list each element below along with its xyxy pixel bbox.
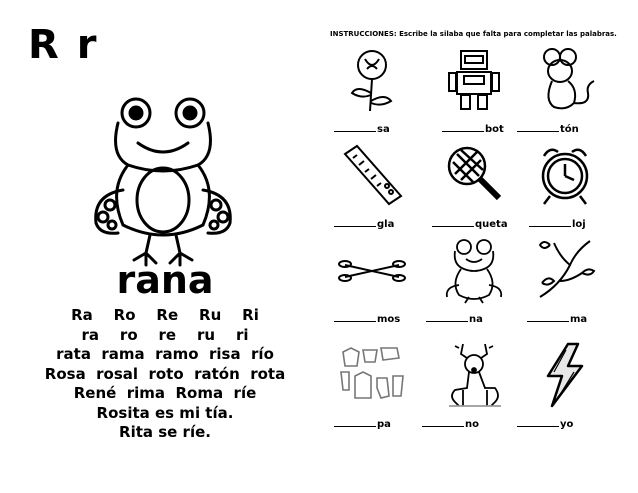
exercise-item: [424, 235, 524, 340]
page-title: R r: [28, 22, 99, 68]
exercise-item: [322, 235, 422, 340]
exercise-item: [322, 340, 422, 445]
alarm-clock-icon: [530, 140, 600, 210]
exercise-item: [322, 140, 422, 245]
reading-line: Rosa rosal roto ratón rota: [44, 364, 286, 383]
answer-blank[interactable]: [527, 313, 569, 322]
reading-line: rata rama ramo risa río: [56, 345, 274, 363]
word-suffix: no: [465, 419, 479, 430]
word-suffix: tón: [560, 124, 579, 135]
syllable-reading-lines: [0, 306, 330, 443]
exercise-item: [322, 45, 422, 150]
rose-icon: [337, 45, 407, 115]
word-suffix: mos: [377, 314, 401, 325]
word-suffix: ma: [570, 314, 588, 325]
exercise-item: [515, 140, 615, 245]
exercise-item: [515, 45, 615, 150]
reading-line: Rita se ríe.: [119, 423, 211, 441]
word-suffix: queta: [475, 219, 508, 230]
clothes-icon: [337, 340, 407, 410]
word-suffix: loj: [572, 219, 586, 230]
reading-line: René rima Roma ríe: [73, 384, 257, 402]
word-suffix: yo: [560, 419, 574, 430]
reindeer-icon: [439, 340, 509, 410]
word-suffix: gla: [377, 219, 395, 230]
lightning-icon: [530, 340, 600, 410]
answer-blank[interactable]: [517, 123, 559, 132]
exercise-item: [424, 45, 524, 150]
reading-line: Rosita es mi tía.: [96, 403, 234, 422]
answer-blank[interactable]: [334, 418, 376, 427]
answer-blank[interactable]: [432, 218, 474, 227]
oars-icon: [337, 235, 407, 305]
word-suffix: pa: [377, 419, 391, 430]
frog-icon: [88, 95, 238, 270]
exercise-item: [515, 235, 615, 340]
answer-blank[interactable]: [529, 218, 571, 227]
key-word: rana: [116, 258, 214, 302]
ruler-icon: [337, 140, 407, 210]
answer-blank[interactable]: [426, 313, 468, 322]
answer-blank[interactable]: [442, 123, 484, 132]
branch-icon: [530, 235, 600, 305]
word-suffix: sa: [377, 124, 390, 135]
word-suffix: na: [469, 314, 483, 325]
answer-blank[interactable]: [334, 313, 376, 322]
word-suffix: bot: [485, 124, 504, 135]
reading-line: ra ro re ru ri: [81, 325, 249, 344]
instructions: INSTRUCCIONES: Escribe la silaba que falta para completar las palabras.: [330, 30, 617, 38]
frog-icon: [439, 235, 509, 305]
answer-blank[interactable]: [517, 418, 559, 427]
exercise-item: [424, 340, 524, 445]
exercise-item: [515, 340, 615, 445]
answer-blank[interactable]: [334, 218, 376, 227]
exercise-item: [424, 140, 524, 245]
answer-blank[interactable]: [422, 418, 464, 427]
racket-icon: [439, 140, 509, 210]
mouse-icon: [530, 45, 600, 115]
answer-blank[interactable]: [334, 123, 376, 132]
reading-line: Ra Ro Re Ru Ri: [71, 306, 259, 324]
robot-icon: [439, 45, 509, 115]
